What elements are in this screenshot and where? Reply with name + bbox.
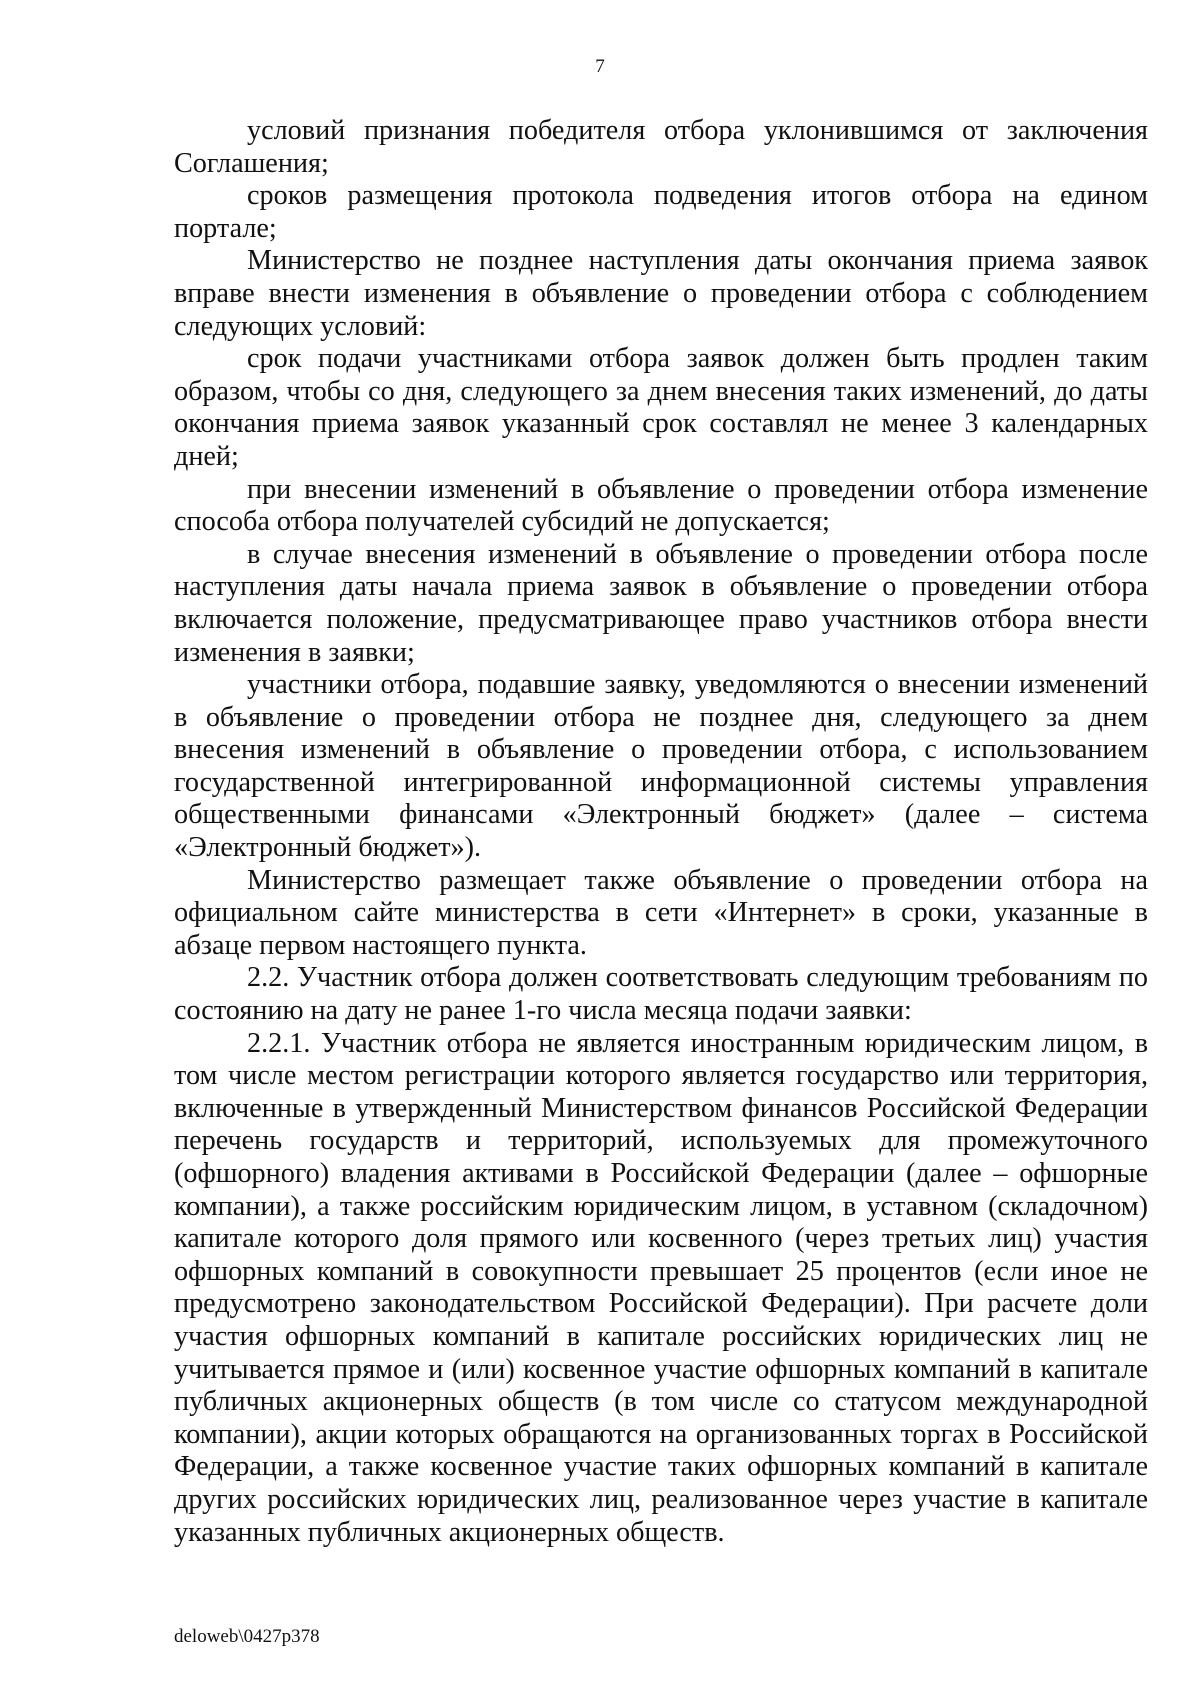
footer-document-code: deloweb\0427p378 — [174, 1626, 320, 1647]
section-2-2-1-paragraph: 2.2.1. Участник отбора не является иностранным юридическим лицом, в том числе местом регистрации которого является государство или территория, включенные в утвержденный Министерством финансов Российской Федерации перечень государств и территорий, используемых для промежуточного (офшорного) владения активами в Российской Федерации (далее – офшорные компании), а также российским юридическим лицом, в уставном (складочном) капитале которого доля прямого или косвенного (через третьих лиц) участия офшорных компаний в совокупности превышает 25 процентов (если иное не предусмотрено законодательством Российской Федерации). При расчете доли участия офшорных компаний в капитале российских юридических лиц не учитывается прямое и (или) косвенное участие офшорных компаний в капитале публичных акционерных обществ (в том числе со статусом международной компании), акции которых обращаются на организованных торгах в Российской Федерации, а также косвенное участие таких офшорных компаний в капитале других российских юридических лиц, реализованное через участие в капитале указанных публичных акционерных обществ. — [174, 1027, 1148, 1548]
paragraph: срок подачи участниками отбора заявок должен быть продлен таким образом, чтобы со дня, следующего за днем внесения таких изменений, до даты окончания приема заявок указанный срок составлял не менее 3 календарных дней; — [174, 343, 1148, 472]
page-number: 7 — [595, 56, 605, 77]
paragraph: при внесении изменений в объявление о проведении отбора изменение способа отбора получателей субсидий не допускается; — [174, 473, 1148, 538]
paragraph: сроков размещения протокола подведения итогов отбора на едином портале; — [174, 180, 1148, 244]
paragraph: в случае внесения изменений в объявление о проведении отбора после наступления даты начала приема заявок в объявление о проведении отбора включается положение, предусматривающее право участников отбора внести изменения в заявки; — [174, 538, 1148, 668]
document-body — [174, 115, 1148, 1549]
paragraph: Министерство не позднее наступления даты окончания приема заявок вправе внести изменения в объявление о проведении отбора с соблюдением следующих условий: — [174, 245, 1148, 342]
paragraph: участники отбора, подавшие заявку, уведомляются о внесении изменений в объявление о проведении отбора не позднее дня, следующего за днем внесения изменений в объявление о проведении отбора, с использованием государственной интегрированной информационной системы управления общественными финансами «Электронный бюджет» (далее – система «Электронный бюджет»). — [174, 669, 1148, 864]
paragraph: Министерство размещает также объявление о проведении отбора на официальном сайте министерства в сети «Интернет» в сроки, указанные в абзаце первом настоящего пункта. — [174, 864, 1148, 961]
section-2-2-paragraph: 2.2. Участник отбора должен соответствовать следующим требованиям по состоянию на дату не ранее 1-го числа месяца подачи заявки: — [174, 962, 1148, 1027]
paragraph: условий признания победителя отбора уклонившимся от заключения Соглашения; — [174, 115, 1148, 179]
